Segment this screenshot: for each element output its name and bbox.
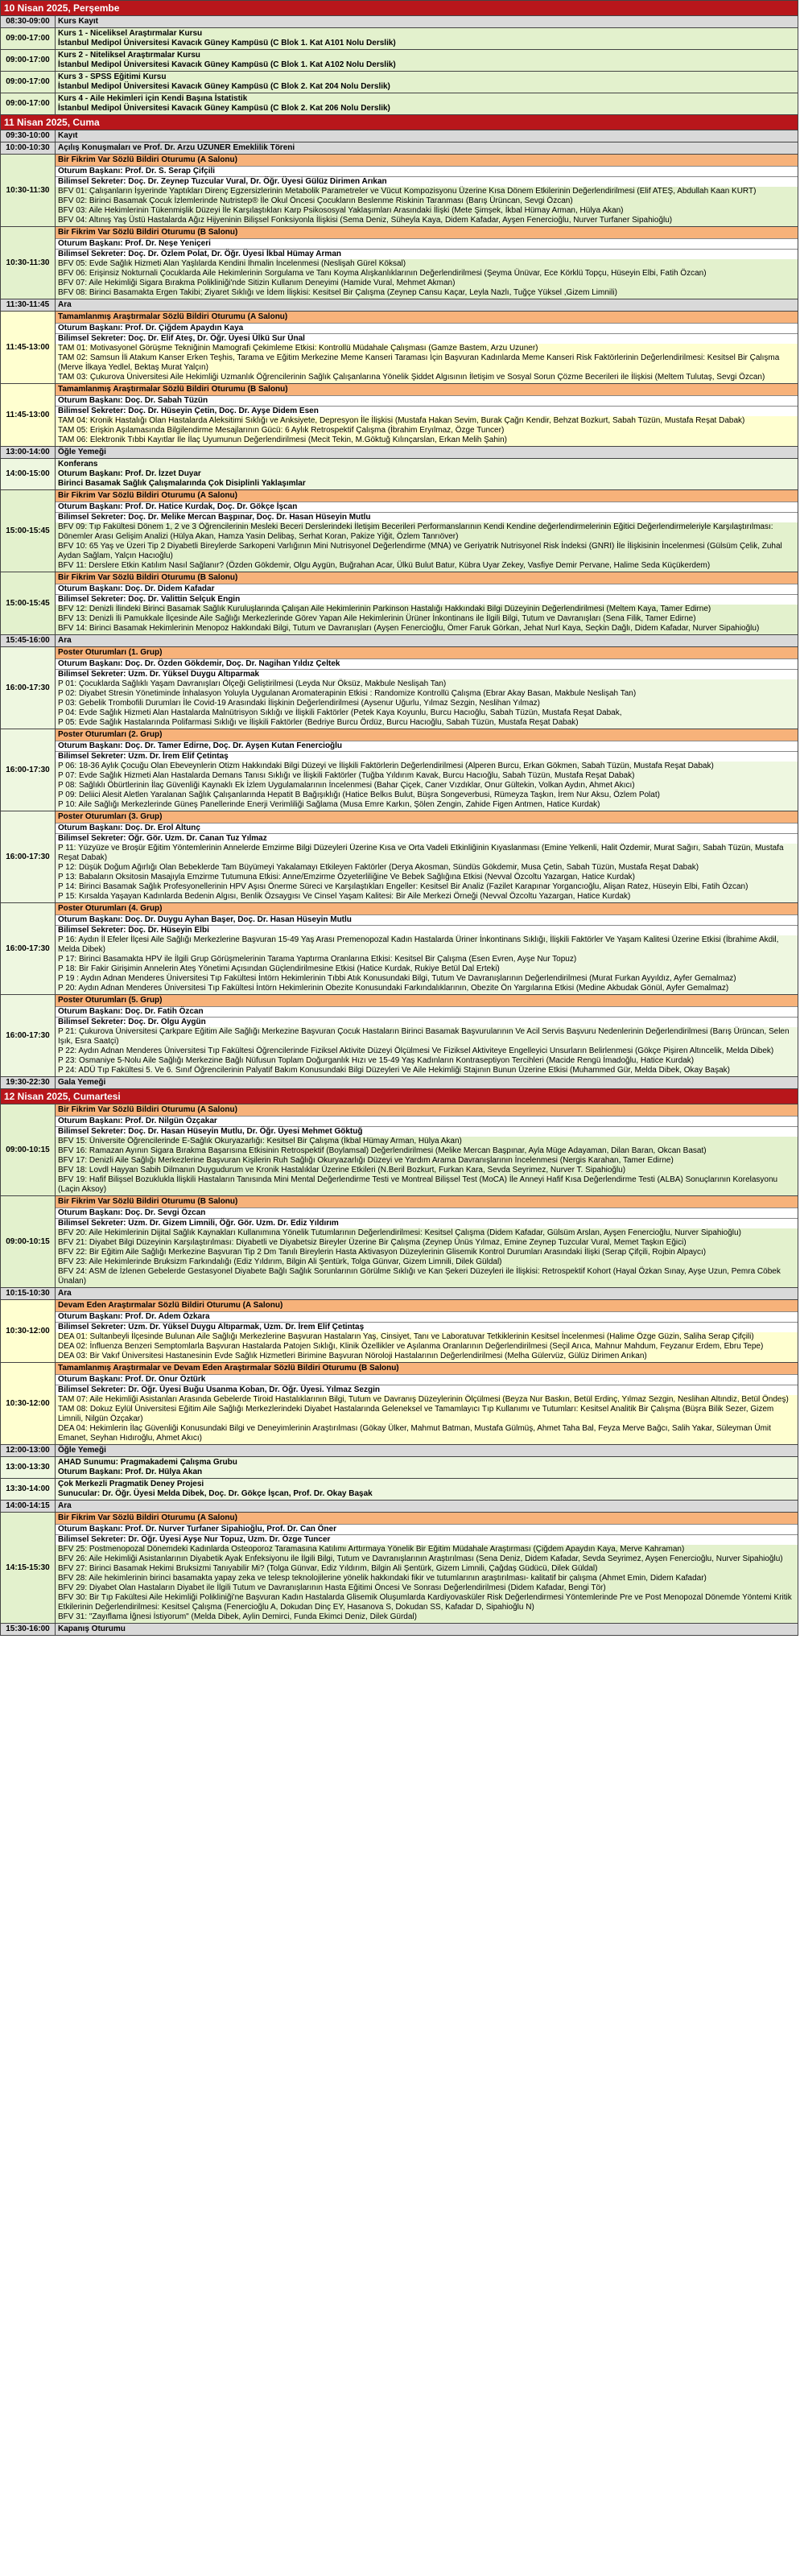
session-heading: Bir Fikrim Var Sözlü Bildiri Oturumu (B Salonu) — [56, 227, 798, 238]
session-content — [56, 1288, 798, 1300]
session-info: Bilimsel Sekreter: Doç. Dr. Elif Ateş, Dr. Öğr. Üyesi Ülkü Sur Ünal — [56, 333, 798, 344]
schedule-row — [1, 299, 798, 312]
session-time: 09:00-17:00 — [1, 50, 56, 72]
schedule-row — [1, 1479, 798, 1501]
session-content — [56, 1077, 798, 1089]
session-info: Kurs 3 - SPSS Eğitimi Kursu — [58, 72, 167, 81]
session-content — [56, 1196, 798, 1288]
abstract-item: BFV 12: Denizli İlindeki Birinci Basamak Sağlık Kuruluşlarında Çalışan Aile Hekimlerinin Parkinson Hastalığı Hakkındaki Bilgi Düzeyinin Değerlendirilmesi (Meltem Kaya, Tamer Edirne) — [58, 605, 711, 613]
session-content — [56, 1300, 798, 1363]
abstract-item: DEA 03: Bir Vakıf Üniversitesi Hastanesinin Evde Sağlık Hizmetleri Birimine Başvuran Nöroloji Hastalarının Değerlendirilmesi (Melha Gülervüz, Gülüz Dirimen Arıkan) — [58, 1352, 647, 1360]
session-content — [56, 1363, 798, 1445]
abstract-item: BFV 06: Erişinsiz Nokturnali Çocuklarda Aile Hekimlerinin Sorgulama ve Tanı Koyma Alışkanlıklarının Değerlendirilmesi (Şeyma Ünüvar, Ece Körklü Topçu, Hüseyin Elbi, Fatih Özcan) — [58, 269, 707, 278]
schedule-row — [1, 1196, 798, 1288]
session-heading: Poster Oturumları (5. Grup) — [56, 995, 798, 1006]
session-time: 08:30-09:00 — [1, 16, 56, 28]
session-content — [56, 50, 798, 72]
session-info: İstanbul Medipol Üniversitesi Kavacık Güney Kampüsü (C Blok 1. Kat A102 Nolu Derslik) — [58, 60, 396, 69]
session-time: 09:00-17:00 — [1, 28, 56, 50]
abstract-item: BFV 07: Aile Hekimliği Sigara Bırakma Polikliniği'nde Sitizin Kullanım Deneyimi (Hamide Vural, Mehmet Akman) — [58, 279, 456, 287]
session-info: Bilimsel Sekreter: Uzm. Dr. Gizem Limnili, Öğr. Gör. Uzm. Dr. Ediz Yıldırım — [56, 1218, 798, 1228]
session-info: Kapanış Oturumu — [58, 1624, 126, 1633]
session-time: 09:30-10:00 — [1, 130, 56, 142]
session-info: Öğle Yemeği — [58, 1446, 106, 1455]
schedule-row — [1, 312, 798, 384]
session-info: Birinci Basamak Sağlık Çalışmalarında Çok Disiplinli Yaklaşımlar — [58, 479, 306, 488]
abstract-item: P 14: Birinci Basamak Sağlık Profesyonellerinin HPV Aşısı Önerme Süreci ve Karşılaştıkları Engeller: Kesitsel Bir Analiz (Fazilet Karapınar Yorgancıoğlu, Alişan Ratez, Hüseyin Elbi, Fatih Özcan) — [58, 882, 748, 891]
schedule-row — [1, 995, 798, 1077]
session-info: Bilimsel Sekreter: Uzm. Dr. İrem Elif Çetintaş — [56, 751, 798, 762]
abstract-item: DEA 02: İnfluenza Benzeri Semptomlarla Başvuran Hastalarda Patojen Sıklığı, Klinik Özellikler ve Aşılanma Oranlarının Değerlendirilmesi (Seçil Arıca, Mahnur Mahdum, Feyzanur Erdem, Ebru Tepe) — [58, 1342, 764, 1351]
abstract-item: TAM 08: Dokuz Eylül Üniversitesi Eğitim Aile Sağlığı Merkezlerindeki Diyabet Hastalarında Geleneksel ve Tamamlayıcı Tıp Kullanımı ve Tutumları: Kesitsel Analitik Bir Çalışma (Büşra Bilik Sezer, Gizem Limnili, Nilgün Özçakar) — [58, 1405, 774, 1423]
abstract-item: BFV 10: 65 Yaş ve Üzeri Tip 2 Diyabetli Bireylerde Sarkopeni Varlığının Mini Nutrisyonel Değerlendirme (MNA) ve Geriyatrik Nutrisyonel Risk İndeksi (GNRI) İle İlişkisinin İncelenmesi (Gülsüm Çelik, Zuhal Aydan Sağlam, Yalçın Hacıoğlu) — [58, 542, 782, 560]
day-header — [1, 115, 798, 130]
session-time: 15:00-15:45 — [1, 490, 56, 572]
abstract-item: P 16: Aydın İl Efeler İlçesi Aile Sağlığı Merkezlerine Başvuran 15-49 Yaş Arası Premenopozal Kadın Hastalarda Üriner İnkontinans Sıklığı, İlişkili Faktörler Ve Yaşam Kalitesi Üzerine Etkisi (İbrahime Akdil, Melda Dibek) — [58, 935, 779, 954]
session-content — [56, 647, 798, 729]
session-content — [56, 142, 798, 155]
session-content — [56, 1479, 798, 1501]
session-time: 11:45-13:00 — [1, 384, 56, 447]
session-heading: Bir Fikrim Var Sözlü Bildiri Oturumu (A Salonu) — [56, 1513, 798, 1524]
session-time: 11:30-11:45 — [1, 299, 56, 312]
schedule-row — [1, 1077, 798, 1089]
schedule-row — [1, 155, 798, 227]
schedule-row — [1, 1624, 798, 1636]
session-info: Ara — [58, 1289, 72, 1298]
session-info: Oturum Başkanı: Doç. Dr. Sevgi Özcan — [56, 1208, 798, 1218]
abstract-item: TAM 02: Samsun İli Atakum Kanser Erken Teşhis, Tarama ve Eğitim Merkezine Meme Kanseri Taraması İçin Başvuran Kadınlarda Meme Kanseri Risk Faktörlerinin Değerlendirilmesi: Kesitsel Bir Çalışma (Merve İlkaya Yedlel, Bektaş Murat Yalçın) — [58, 353, 780, 372]
session-content — [56, 1104, 798, 1196]
session-content — [56, 447, 798, 459]
abstract-item: P 08: Sağlıklı Öbürtlerinin İlaç Güvenliği Kaynaklı Ek İzlem Uygulamalarının İncelenmesi (Bahar Çiçek, Caner Vızdıklar, Onur Gültekin, Volkan Aydın, Ahmet Akıcı) — [58, 781, 635, 790]
session-info: Bilimsel Sekreter: Öğr. Gör. Uzm. Dr. Canan Tuz Yılmaz — [56, 833, 798, 844]
session-info: Ara — [58, 636, 72, 645]
session-heading: Bir Fikrim Var Sözlü Bildiri Oturumu (A Salonu) — [56, 155, 798, 166]
session-info: Oturum Başkanı: Prof. Dr. Neşe Yeniçeri — [56, 238, 798, 249]
session-content — [56, 1445, 798, 1457]
session-info: Oturum Başkanı: Prof. Dr. Hatice Kurdak, Doç. Dr. Gökçe İşcan — [56, 502, 798, 512]
abstract-item: BFV 13: Denizli İli Pamukkale İlçesinde Aile Sağlığı Merkezlerinde Görev Yapan Aile Hekimlerinin Ürüner İnkontinans ile İlgili Bilgi, Tutum ve Davranışları (Sena Filik, Tamer Edirne) — [58, 614, 696, 623]
abstract-item: TAM 01: Motivasyonel Görüşme Tekniğinin Mamografi Çekimleme Etkisi: Kontrollü Müdahale Çalışması (Gamze Bastem, Arzu Uzuner) — [58, 344, 538, 353]
abstract-item: BFV 20: Aile Hekimlerinin Dijital Sağlık Kaynakları Kullanımına Yönelik Tutumlarının Değerlendirilmesi: Kesitsel Çalışma (Didem Kafadar, Gülsüm Arslan, Ayşen Fenercioğlu, Nurver Sipahioğlu) — [58, 1228, 741, 1237]
session-info: Konferans — [58, 460, 98, 469]
abstract-item: DEA 01: Sultanbeyli İlçesinde Bulunan Aile Sağlığı Merkezlerine Başvuran Hastaların Yaş, Cinsiyet, Tanı ve Laboratuvar Tetkiklerinin Kesitsel İncelenmesi (Halime Özge Güzin, Saliha Serap Çifçili) — [58, 1332, 754, 1341]
session-content — [56, 299, 798, 312]
session-content — [56, 155, 798, 227]
session-content — [56, 635, 798, 647]
session-info: Bilimsel Sekreter: Dr. Öğr. Üyesi Buğu Usanma Koban, Dr. Öğr. Üyesi. Yılmaz Sezgin — [56, 1385, 798, 1395]
session-content — [56, 28, 798, 50]
session-info: Bilimsel Sekreter: Dr. Öğr. Üyesi Ayşe Nur Topuz, Uzm. Dr. Özge Tuncer — [56, 1534, 798, 1545]
session-time: 10:30-11:30 — [1, 227, 56, 299]
abstract-item: P 01: Çocuklarda Sağlıklı Yaşam Davranışları Ölçeği Geliştirilmesi (Leyda Nur Öksüz, Makbule Neslişah Tan) — [58, 679, 447, 688]
session-time: 16:00-17:30 — [1, 811, 56, 903]
session-heading: Tamamlanmış Araştırmalar Sözlü Bildiri Oturumu (B Salonu) — [56, 384, 798, 395]
session-info: Oturum Başkanı: Prof. Dr. İzzet Duyar — [58, 469, 201, 478]
session-time: 15:45-16:00 — [1, 635, 56, 647]
abstract-item: P 03: Gebelik Trombofili Durumları İle Covid-19 Arasındaki İlişkinin Değerlendirilmesi (Aysenur Uğurlu, Yılmaz Sezgin, Neslihan Yılmaz) — [58, 699, 540, 708]
schedule-row — [1, 1445, 798, 1457]
session-info: Kurs 1 - Niceliksel Araştırmalar Kursu — [58, 29, 203, 38]
day-title: 10 Nisan 2025, Perşembe — [1, 1, 798, 16]
session-info: İstanbul Medipol Üniversitesi Kavacık Güney Kampüsü (C Blok 2. Kat 206 Nolu Derslik) — [58, 104, 390, 113]
schedule-row — [1, 16, 798, 28]
session-info: AHAD Sunumu: Pragmakademi Çalışma Grubu — [58, 1458, 237, 1467]
session-time: 14:00-14:15 — [1, 1501, 56, 1513]
session-time: 09:00-10:15 — [1, 1196, 56, 1288]
abstract-item: P 06: 18-36 Aylık Çocuğu Olan Ebeveynlerin Otizm Hakkındaki Bilgi Düzeyi ve İlişkili Faktörlerin Değerlendirilmesi (Alperen Burcu, Erkan Gökmen, Sabah Tüzün, Mustafa Reşat Dabak) — [58, 762, 714, 770]
session-info: Oturum Başkanı: Doç. Dr. Duygu Ayhan Başer, Doç. Dr. Hasan Hüseyin Mutlu — [56, 914, 798, 925]
abstract-item: P 12: Düşük Doğum Ağırlığı Olan Bebeklerde Tam Büyümeyi Yakalamayı Etkileyen Faktörler (Derya Akosman, Sündüs Gökdemir, Musa Çetin, Sabah Tüzün, Mustafa Reşat Dabak) — [58, 863, 699, 872]
session-heading: Bir Fikrim Var Sözlü Bildiri Oturumu (B Salonu) — [56, 572, 798, 584]
session-heading: Bir Fikrim Var Sözlü Bildiri Oturumu (A Salonu) — [56, 490, 798, 502]
session-info: Oturum Başkanı: Prof. Dr. Nilgün Özçakar — [56, 1116, 798, 1126]
session-time: 12:00-13:00 — [1, 1445, 56, 1457]
schedule-row — [1, 1104, 798, 1196]
schedule-row — [1, 1363, 798, 1445]
session-time: 10:00-10:30 — [1, 142, 56, 155]
session-time: 15:00-15:45 — [1, 572, 56, 635]
schedule-row — [1, 729, 798, 811]
session-time: 10:30-11:30 — [1, 155, 56, 227]
abstract-item: P 13: Babaların Oksitosin Masajıyla Emzirme Tutumuna Etkisi: Anne/Emzirme Özyeterliliğine Ve Bebek Sağlığına Etkisi (Nevval Özcoltu Yazargan, Hatice Kurdak) — [58, 873, 635, 881]
abstract-item: DEA 04: Hekimlerin İlaç Güvenliği Konusundaki Bilgi ve Deneyimlerinin Araştırılması (Gökay Ülker, Mahmut Batman, Mustafa Gülmüş, Ahmet Taha Bal, Feyza Merve Bağcı, Salih Yakar, Süleyman Ümit Emanet, Seyhan Hıdıroğlu, Ahmet Akıcı) — [58, 1424, 771, 1443]
session-info: Oturum Başkanı: Prof. Dr. Hülya Akan — [58, 1468, 203, 1476]
session-info: Bilimsel Sekreter: Doç. Dr. Özlem Polat, Dr. Öğr. Üyesi İkbal Hümay Arman — [56, 249, 798, 259]
session-content — [56, 312, 798, 384]
abstract-item: BFV 31: "Zayıflama İğnesi İstiyorum" (Melda Dibek, Aylin Demirci, Funda Ekimci Deniz, Dilek Gürdal) — [58, 1612, 417, 1621]
session-info: Öğle Yemeği — [58, 448, 106, 456]
session-time: 14:15-15:30 — [1, 1513, 56, 1624]
session-content — [56, 1624, 798, 1636]
schedule-row — [1, 50, 798, 72]
schedule-row — [1, 142, 798, 155]
abstract-item: BFV 15: Üniversite Öğrencilerinde E-Sağlık Okuryazarlığı: Kesitsel Bir Çalışma (İkbal Hümay Arman, Hülya Akan) — [58, 1137, 462, 1146]
session-heading: Devam Eden Araştırmalar Sözlü Bildiri Oturumu (A Salonu) — [56, 1300, 798, 1311]
session-time: 09:00-17:00 — [1, 72, 56, 93]
abstract-item: BFV 21: Diyabet Bilgi Düzeyinin Karşılaştırılması: Diyabetli ve Diyabetsiz Bireyler Üzerine Bir Çalışma (Zeynep Ünüs Yılmaz, Emine Zeynep Tuzcular Vural, Memet Taşkın Eğici) — [58, 1238, 687, 1247]
session-content — [56, 1501, 798, 1513]
abstract-item: P 05: Evde Sağlık Hastalarında Polifarmasi Sıklığı ve İlişkili Faktörler (Bedriye Burcu Ördüz, Burcu Hacıoğlu, Sabah Tüzün, Mustafa Reşat Dabak) — [58, 718, 579, 727]
session-time: 09:00-17:00 — [1, 93, 56, 115]
session-content — [56, 490, 798, 572]
session-info: Gala Yemeği — [58, 1078, 106, 1087]
session-info: Ara — [58, 300, 72, 309]
abstract-item: P 17: Birinci Basamakta HPV ile İlgili Grup Görüşmelerinin Tarama Yaptırma Oranlarına Etkisi: Kesitsel Bir Çalışma (Esen Evren, Ayşe Nur Topuz) — [58, 955, 577, 964]
session-content — [56, 72, 798, 93]
schedule-row — [1, 490, 798, 572]
schedule-row — [1, 1300, 798, 1363]
session-content — [56, 995, 798, 1077]
abstract-item: BFV 17: Denizli Aile Sağlığı Merkezlerine Başvuran Kişilerin Ruh Sağlığı Okuryazarlığı Düzeyi ve Yardım Arama Davranışlarının İncelenmesi (Nergis Karahan, Tamer Edirne) — [58, 1156, 674, 1165]
schedule-row — [1, 635, 798, 647]
abstract-item: BFV 02: Birinci Basamak Çocuk İzlemlerinde Nutristep® İle Okul Öncesi Çocukların Beslenme Riskinin Taranması (Barış Ürüncan, Sevgi Özcan) — [58, 196, 573, 205]
session-info: İstanbul Medipol Üniversitesi Kavacık Güney Kampüsü (C Blok 1. Kat A101 Nolu Derslik) — [58, 39, 396, 47]
session-time: 15:30-16:00 — [1, 1624, 56, 1636]
session-info: Kayıt — [58, 131, 78, 140]
session-time: 16:00-17:30 — [1, 729, 56, 811]
session-time: 13:00-14:00 — [1, 447, 56, 459]
abstract-item: BFV 08: Birinci Basamakta Ergen Takibi; Ziyaret Sıklığı ve İdem İlişkisi: Kesitsel Bir Çalışma (Zeynep Cansu Kaçar, Leyla Nazlı, Tuğçe Yüksel ,Gizem Limnili) — [58, 288, 617, 297]
session-info: Bilimsel Sekreter: Doç. Dr. Melike Mercan Başpınar, Doç. Dr. Hasan Hüseyin Mutlu — [56, 512, 798, 522]
abstract-item: BFV 05: Evde Sağlık Hizmeti Alan Yaşlılarda Kendini İhmalin İncelenmesi (Neslişah Gürel Köksal) — [58, 259, 406, 268]
day-header — [1, 1, 798, 16]
schedule-row — [1, 1513, 798, 1624]
abstract-item: P 04: Evde Sağlık Hizmeti Alan Hastalarda Malnütrisyon Sıklığı ve İlişkili Faktörler (Petek Kaya Koyunlu, Burcu Hacıoğlu, Sabah Tüzün, Mustafa Reşat Dabak, — [58, 708, 622, 717]
session-info: Bilimsel Sekreter: Doç. Dr. Hüseyin Çetin, Doç. Dr. Ayşe Didem Esen — [56, 406, 798, 416]
schedule-row — [1, 647, 798, 729]
session-time: 09:00-10:15 — [1, 1104, 56, 1196]
session-info: Kurs Kayıt — [58, 17, 99, 26]
abstract-item: BFV 26: Aile Hekimliği Asistanlarının Diyabetik Ayak Enfeksiyonu ile İlgili Bilgi, Tutum ve Davranışlarının Araştırılması (Sena Deniz, Didem Kafadar, Sevda Seyrimez, Ayşen Fenercioğlu, Nurver Sipahioğlu) — [58, 1554, 783, 1563]
schedule-row — [1, 93, 798, 115]
session-info: Oturum Başkanı: Doç. Dr. Özden Gökdemir, Doç. Dr. Nagihan Yıldız Çeltek — [56, 658, 798, 669]
abstract-item: P 24: ADÜ Tıp Fakültesi 5. Ve 6. Sınıf Öğrencilerinin Palyatif Bakım Konusundaki Bilgi Düzeyleri Ve Aile Hekimliği Stajının Bunun Üzerine Etkisi (Muhammed Gür, Melda Dibek, Okay Başak) — [58, 1066, 731, 1075]
session-content — [56, 16, 798, 28]
session-info: Bilimsel Sekreter: Doç. Dr. Zeynep Tuzcular Vural, Dr. Öğr. Üyesi Gülüz Dirimen Arıkan — [56, 176, 798, 187]
schedule-row — [1, 130, 798, 142]
abstract-item: BFV 09: Tıp Fakültesi Dönem 1, 2 ve 3 Öğrencilerinin Mesleki Beceri Derslerindeki İletişim Becerileri Performanslarının Kendi Kendine değerlendirmelerinin Eğitici Değerlendirmeleriyle Karşılaştırılması: Dönemler Arası Gelişim Analizi (Hülya Akan, Hamza Yasin Delibaş, Serhat Koran, Pakize Yiğit, Özlem Tanrıöver) — [58, 522, 773, 541]
session-content — [56, 811, 798, 903]
session-time: 14:00-15:00 — [1, 459, 56, 490]
session-heading: Tamamlanmış Araştırmalar Sözlü Bildiri Oturumu (A Salonu) — [56, 312, 798, 323]
session-heading: Bir Fikrim Var Sözlü Bildiri Oturumu (A Salonu) — [56, 1104, 798, 1116]
abstract-item: P 11: Yüzyüze ve Broşür Eğitim Yöntemlerinin Annelerde Emzirme Bilgi Düzeyleri Üzerine Kısa ve Orta Vadeli Etkinliğinin Kıyaslanması (Emine Yelkenli, Halit Özdemir, Murat Sağırı, Sabah Tüzün, Mustafa Reşat Dabak) — [58, 844, 784, 862]
session-content — [56, 130, 798, 142]
session-heading: Poster Oturumları (1. Grup) — [56, 647, 798, 658]
abstract-item: TAM 03: Çukurova Üniversitesi Aile Hekimliği Uzmanlık Öğrencilerinin Sağlık Çalışanlarına Yönelik Şiddet Algısının İletişim ve Sosyal Sorun Çözme Becerileri ile İlişkisi (Meltem Tulutaş, Sevgi Özcan) — [58, 373, 765, 382]
abstract-item: P 10: Aile Sağlığı Merkezlerinde Güneş Panellerinde Enerji Verimliliği Sağlama (Musa Emre Karkın, Şölen Zengin, Zahide Figen Antmen, Hatice Kurdak) — [58, 800, 600, 809]
abstract-item: BFV 30: Bir Tıp Fakültesi Aile Hekimliği Polikliniği'ne Başvuran Kadın Hastalarda Glisemik Oluşumlarda Kardiyovasküler Risk Değerlendirmesi Yöntemlerinde Pre ve Post Menopozal Dönemde Yöntemi Kritik Etkilerinin Değerlendirilmesi: Kesitsel Çalışma (Fenercioğlu A, Dokudan Dinç EY, Hasanova S, Dokudan SS, Kafadar D, Sipahioğlu N) — [58, 1593, 792, 1612]
schedule-row — [1, 811, 798, 903]
session-time: 13:00-13:30 — [1, 1457, 56, 1479]
abstract-item: BFV 22: Bir Eğitim Aile Sağlığı Merkezine Başvuran Tip 2 Dm Tanılı Bireylerin Hasta Aktivasyon Düzeylerinin Glisemik Kontrol Durumları Arasındaki İlişki (Serap Çifçili, Rojbin Alpaycı) — [58, 1248, 707, 1257]
schedule-row — [1, 1457, 798, 1479]
session-time: 13:30-14:00 — [1, 1479, 56, 1501]
abstract-item: BFV 24: ASM de İzlenen Gebelerde Gestasyonel Diyabete Bağlı Sağlık Sorunlarının Görülme Sıklığı ve Kan Şekeri Düzeyleri ile İlişkisi: Retrospektif Kohort (Hayal Özkan Sınay, Ayşe Uzun, Pemra Cöbek Ünalan) — [58, 1267, 781, 1286]
session-heading: Bir Fikrim Var Sözlü Bildiri Oturumu (B Salonu) — [56, 1196, 798, 1208]
abstract-item: BFV 29: Diyabet Olan Hastaların Diyabet ile İlgili Tutum ve Davranışlarının Hasta Eğitimi Öncesi Ve Sonrası Değerlendirilmesi (Didem Kafadar, Bengi Tör) — [58, 1583, 606, 1592]
session-content — [56, 93, 798, 115]
session-info: Oturum Başkanı: Doç. Dr. Fatih Özcan — [56, 1006, 798, 1017]
abstract-item: BFV 18: Lovdl Hayyan Sabih Dilmanın Duygudurum ve Kronik Hastalıklar Üzerine Etkileri (N.Beril Bozkurt, Furkan Kara, Sevda Seyrimez, Nurver T. Sipahioğlu) — [58, 1166, 626, 1174]
abstract-item: P 19 : Aydın Adnan Menderes Üniversitesi Tıp Fakültesi İntörn Hekimlerinin Tıbbi Atık Konusundaki Bilgi, Tutum Ve Davranışlarının Değerlendirilmesi (Murat Furkan Ayyıldız, Ayfer Gemalmaz) — [58, 974, 736, 983]
session-info: Oturum Başkanı: Doç. Dr. Erol Altunç — [56, 823, 798, 833]
session-content — [56, 384, 798, 447]
abstract-item: BFV 14: Birinci Basamak Hekimlerinin Menopoz Hakkındaki Bilgi, Tutum ve Davranışları (Ayşen Fenercioğlu, Ömer Faruk Görkan, Jehat Nurl Kaya, Seçkin Dağlı, Didem Kafadar, Nurver Sipahioğlu) — [58, 624, 760, 633]
abstract-item: BFV 25: Postmenopozal Dönemdeki Kadınlarda Osteoporoz Taramasına Katılımı Arttırmaya Yönelik Bir Eğitim Müdahale Araştırması (Çiğdem Apaydın Kaya, Merve Kahraman) — [58, 1545, 685, 1554]
schedule-row — [1, 28, 798, 50]
session-content — [56, 729, 798, 811]
session-heading: Poster Oturumları (4. Grup) — [56, 903, 798, 914]
session-content — [56, 903, 798, 995]
session-time: 10:15-10:30 — [1, 1288, 56, 1300]
abstract-item: TAM 07: Aile Hekimliği Asistanları Arasında Gebelerde Tiroid Hastalıklarının Bilgi, Tutum ve Davranış Düzeylerinin Ölçülmesi (Beyza Nur Baskın, Betül Erdinç, Yılmaz Sezgin, Neslihan Altındiz, Betül Öndeş) — [58, 1395, 789, 1404]
session-info: Bilimsel Sekreter: Doç. Dr. Olgu Aygün — [56, 1017, 798, 1027]
abstract-item: P 22: Aydın Adnan Menderes Üniversitesi Tıp Fakültesi Öğrencilerinde Fiziksel Aktivite Düzeyi Ölçülmesi Ve Fiziksel Aktiviteye Engelleyici Unsurların Belirlenmesi (Gökçe Pişiren Altıncelik, Melda Dibek) — [58, 1046, 774, 1055]
session-info: Kurs 4 - Aile Hekimleri için Kendi Başına İstatistik — [58, 94, 248, 103]
session-time: 19:30-22:30 — [1, 1077, 56, 1089]
abstract-item: BFV 19: Hafif Bilişsel Bozuklukla İlişkili Hastaların Tanısında Mini Mental Değerlendirme Testi ve Montreal Bilişsel Test (MoCA) İle Anneyi Hafif Kısa Değerlendirme Testi (ALBA) Sonuçlarının Korelasyonu (Laçin Aksoy) — [58, 1175, 778, 1194]
day-header — [1, 1089, 798, 1104]
session-info: Oturum Başkanı: Prof. Dr. Nurver Turfaner Sipahioğlu, Prof. Dr. Can Öner — [56, 1524, 798, 1534]
abstract-item: P 20: Aydın Adnan Menderes Üniversitesi Tıp Fakültesi İntörn Hekimlerinin Obezite Konusundaki Farkındalıklarının, Obezite Ön Yargılarına Etkisi (Medine Akbudak Gönül, Ayfer Gemalmaz) — [58, 984, 729, 993]
session-content — [56, 1457, 798, 1479]
abstract-item: BFV 11: Derslere Etkin Katılım Nasıl Sağlanır? (Özden Gökdemir, Olgu Aygün, Buğrahan Acar, Ülkü Bulut Batur, Kübra Uyar Zekey, Vasfiye Demir Pervane, Halime Seda Küçükerdem) — [58, 561, 711, 570]
abstract-item: P 09: Deliici Alesit Aletlen Yaralanan Sağlık Çalışanlarında Hepatit B Bağışıklığı (Hatice Belkıs Bulut, Büşra Songeverbusi, Rümeyza Taşkın, İrem Nur Aksu, Özlem Polat) — [58, 791, 660, 799]
abstract-item: P 18: Bir Fakir Girişimin Annelerin Ateş Yönetimi Açısından Güçlendirilmesine Etkisi (Hatice Kurdak, Rukiye Betül Dal Erteki) — [58, 964, 500, 973]
session-info: Bilimsel Sekreter: Uzm. Dr. Yüksel Duygu Altıparmak, Uzm. Dr. İrem Elif Çetintaş — [56, 1322, 798, 1332]
session-info: Oturum Başkanı: Prof. Dr. Onur Öztürk — [56, 1374, 798, 1385]
session-info: Kurs 2 - Niteliksel Araştırmalar Kursu — [58, 51, 200, 60]
schedule-row — [1, 227, 798, 299]
abstract-item: TAM 06: Elektronik Tıbbi Kayıtlar İle İlaç Uyumunun Değerlendirilmesi (Mecit Tekin, M.Göktuğ Kılınçarslan, Erkan Melih Şahin) — [58, 436, 507, 444]
session-content — [56, 227, 798, 299]
session-content — [56, 459, 798, 490]
abstract-item: BFV 01: Çalışanların İşyerinde Yaptıkları Direnç Egzersizlerinin Metabolik Parametreler ve Vücut Kompozisyonu Üzerine Kısa Dönem Etkilerinin Değerlendirilmesi (Elif ATEŞ, Abdullah Kaan KURT) — [58, 187, 757, 196]
abstract-item: BFV 04: Altınış Yaş Üstü Hastalarda Ağız Hijyeninin Bilişsel Fonksiyonla İlişkisi (Sema Deniz, Süheyla Kaya, Didem Kafadar, Ayşen Fenercioğlu, Nurver Turfaner Sipahioğlu) — [58, 216, 673, 225]
session-info: Bilimsel Sekreter: Doç. Dr. Valittin Selçuk Engin — [56, 594, 798, 605]
abstract-item: BFV 27: Birinci Basamak Hekimi Bruksizmi Tanıyabilir Mi? (Tolga Günvar, Ediz Yıldırım, Bilgin Ali Şentürk, Gizem Limnili, Çağdaş Güdücü, Dilek Güldal) — [58, 1564, 598, 1573]
abstract-item: P 23: Osmaniye 5-Nolu Aile Sağlığı Merkezine Bağlı Nüfusun Toplam Doğurganlık Hızı ve 15-49 Yaş Kadınların Kontraseptiyon Tercihleri (Macide Rengü İmadoğlu, Hatice Kurdak) — [58, 1056, 695, 1065]
session-heading: Poster Oturumları (3. Grup) — [56, 811, 798, 823]
day-title: 12 Nisan 2025, Cumartesi — [1, 1089, 798, 1104]
session-info: Oturum Başkanı: Prof. Dr. S. Serap Çifçili — [56, 166, 798, 176]
session-heading: Tamamlanmış Araştırmalar ve Devam Eden Araştırmalar Sözlü Bildiri Oturumu (B Salonu) — [56, 1363, 798, 1374]
abstract-item: BFV 16: Ramazan Ayının Sigara Bırakma Başarısına Etkisinin Retrospektif (Boylamsal) Değerlendirilmesi (Melike Mercan Başpınar, Ayla Müge Adayaman, Dilan Baran, Okcan Basat) — [58, 1146, 707, 1155]
schedule-row — [1, 447, 798, 459]
session-content — [56, 1513, 798, 1624]
session-info: Oturum Başkanı: Prof. Dr. Adem Özkara — [56, 1311, 798, 1322]
day-title: 11 Nisan 2025, Cuma — [1, 115, 798, 130]
session-heading: Poster Oturumları (2. Grup) — [56, 729, 798, 741]
session-info: Oturum Başkanı: Doç. Dr. Sabah Tüzün — [56, 395, 798, 406]
abstract-item: P 02: Diyabet Stresin Yönetiminde İnhalasyon Yoluyla Uygulanan Aromaterapinin Etkisi : Randomize Kontrollü Çalışma (Ebrar Akay Basan, Makbule Neslişah Tan) — [58, 689, 637, 698]
schedule-row — [1, 572, 798, 635]
schedule-row — [1, 72, 798, 93]
session-time: 16:00-17:30 — [1, 903, 56, 995]
schedule-row — [1, 903, 798, 995]
session-time: 11:45-13:00 — [1, 312, 56, 384]
session-info: Bilimsel Sekreter: Doç. Dr. Hasan Hüseyin Mutlu, Dr. Öğr. Üyesi Mehmet Göktuğ — [56, 1126, 798, 1137]
session-info: Oturum Başkanı: Doç. Dr. Didem Kafadar — [56, 584, 798, 594]
schedule-row — [1, 1501, 798, 1513]
abstract-item: TAM 04: Kronik Hastalığı Olan Hastalarda Aleksitimi Sıklığı ve Anksiyete, Depresyon İle İlişkisi (Mustafa Hakan Sevim, Burak Çağrı Kendir, Behzat Bozkurt, Sabah Tüzün, Mustafa Reşat Dabak) — [58, 416, 745, 425]
session-info: Ara — [58, 1501, 72, 1510]
schedule-row — [1, 459, 798, 490]
abstract-item: TAM 05: Erişkin Aşılamasında Bilgilendirme Mesajlarının Gücü: 6 Aylık Retrospektif Çalışma (İbrahim Eryılmaz, Özge Tuncer) — [58, 426, 505, 435]
session-info: Oturum Başkanı: Doç. Dr. Tamer Edirne, Doç. Dr. Ayşen Kutan Fenercioğlu — [56, 741, 798, 751]
session-info: Bilimsel Sekreter: Doç. Dr. Hüseyin Elbi — [56, 925, 798, 935]
session-time: 10:30-12:00 — [1, 1300, 56, 1363]
abstract-item: BFV 28: Aile hekimlerinin birinci basamakta yapay zeka ve telesp teknolojilerine yönelik hakkındaki fikir ve tutumlarının araştırılması- kalitatif bir çalışma (Ahmet Emin, Didem Kafadar) — [58, 1574, 707, 1583]
session-info: Oturum Başkanı: Prof. Dr. Çiğdem Apaydın Kaya — [56, 323, 798, 333]
abstract-item: P 21: Çukurova Üniversitesi Çarkpare Eğitim Aile Sağlığı Merkezine Başvuran Çocuk Hastaların Birinci Basamak Başvurularının Ve Acil Servis Başvuru Nedenlerinin Değerlendirilmesi (Barış Ürüncan, Selen Işık, Esra Saatçi) — [58, 1027, 790, 1046]
session-time: 16:00-17:30 — [1, 647, 56, 729]
session-info: Çok Merkezli Pragmatik Deney Projesi — [58, 1480, 204, 1488]
session-info: Bilimsel Sekreter: Uzm. Dr. Yüksel Duygu Altıparmak — [56, 669, 798, 679]
session-info: Açılış Konuşmaları ve Prof. Dr. Arzu UZUNER Emeklilik Töreni — [58, 143, 295, 152]
abstract-item: P 07: Evde Sağlık Hizmeti Alan Hastalarda Demans Tanısı Sıklığı ve İlişkili Faktörler (Tuğba Yıldırım Kavak, Burcu Hacıoğlu, Sabah Tüzün, Mustafa Reşat Dabak) — [58, 771, 635, 780]
abstract-item: BFV 23: Aile Hekimlerinde Bruksizm Farkındalığı (Ediz Yıldırım, Bilgin Ali Şentürk, Tolga Günvar, Gizem Limnili, Dilek Güldal) — [58, 1257, 502, 1266]
session-content — [56, 572, 798, 635]
schedule-row — [1, 1288, 798, 1300]
schedule-row — [1, 384, 798, 447]
abstract-item: BFV 03: Aile Hekimlerinin Tükenmişlik Düzeyi İle Karşılaştıkları Karp Psikososyal Yaklaşımları Arasındaki İlişki (Mete Şimşek, İkbal Hümay Arman, Hülya Akan) — [58, 206, 624, 215]
abstract-item: P 15: Kırsalda Yaşayan Kadınlarda Bedenin Algısı, Benlik Özsaygısı Ve Cinsel Yaşam Kalitesi: Bir Aile Merkezi Örneği (Nevval Özcoltu Yazargan, Hatice Kurdak) — [58, 892, 631, 901]
session-info: İstanbul Medipol Üniversitesi Kavacık Güney Kampüsü (C Blok 2. Kat 204 Nolu Derslik) — [58, 82, 390, 91]
session-time: 16:00-17:30 — [1, 995, 56, 1077]
session-time: 10:30-12:00 — [1, 1363, 56, 1445]
session-info: Sunucular: Dr. Öğr. Üyesi Melda Dibek, Doç. Dr. Gökçe İşcan, Prof. Dr. Okay Başak — [58, 1489, 373, 1498]
